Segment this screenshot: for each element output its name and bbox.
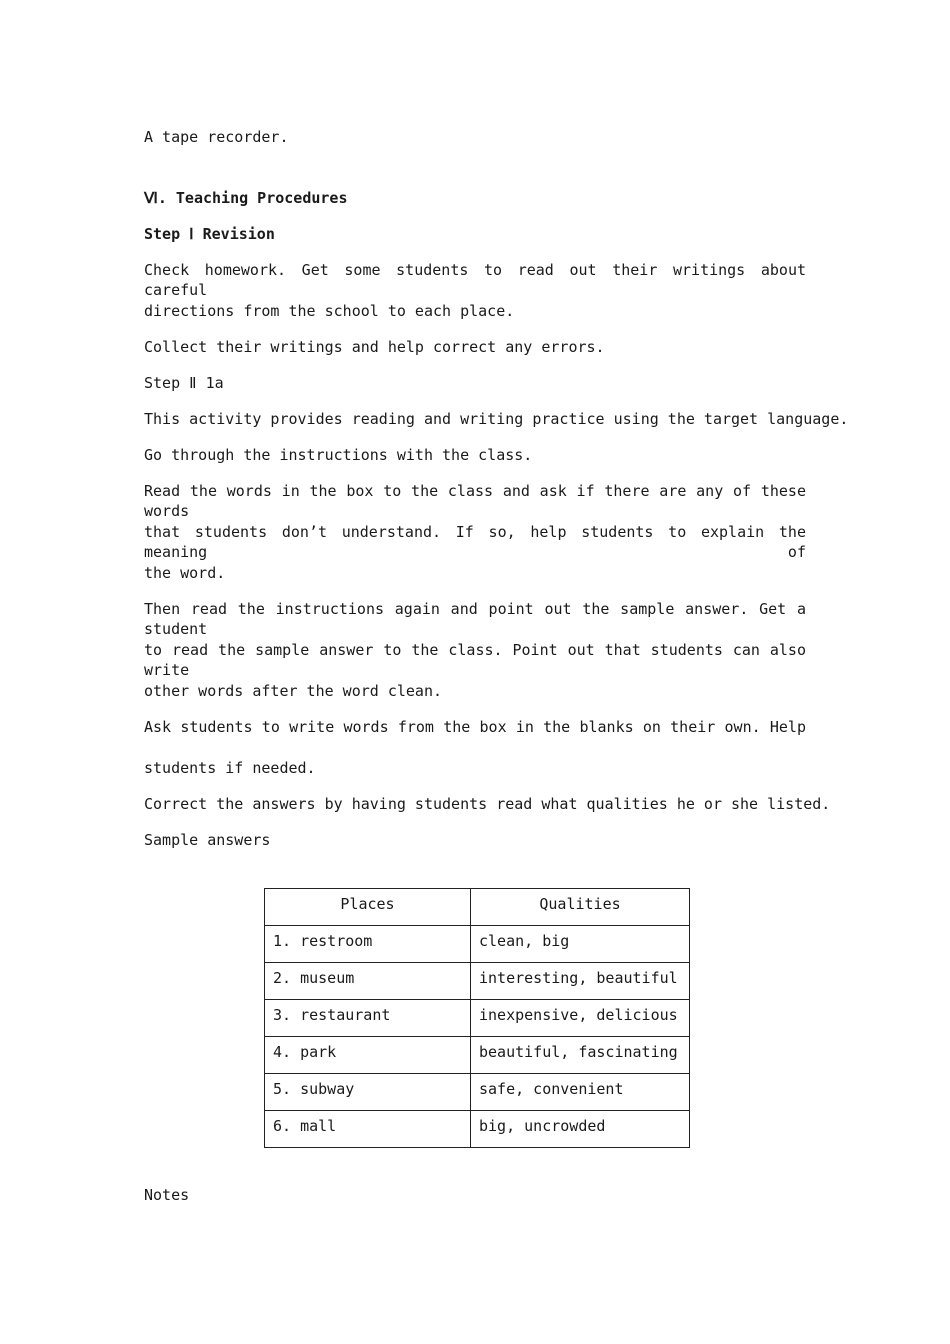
- step1-para1-line1: Check homework. Get some students to read out their writings about careful: [144, 261, 806, 299]
- notes-label: Notes: [144, 1186, 190, 1204]
- place-cell: 2. museum: [265, 963, 471, 1000]
- table-row: [265, 1074, 690, 1111]
- step2-p4-line1: Then read the instructions again and point out the sample answer. Get a student: [144, 600, 806, 638]
- place-cell: 4. park: [265, 1037, 471, 1074]
- table-row: [265, 1037, 690, 1074]
- table-row: [265, 963, 690, 1000]
- step1-para1-line2: directions from the school to each place.: [144, 302, 515, 320]
- qualities-header: Qualities: [471, 889, 690, 926]
- section-heading: Ⅵ. Teaching Procedures: [144, 189, 348, 207]
- place-cell: 6. mall: [265, 1111, 471, 1148]
- qualities-cell: beautiful, fascinating: [471, 1037, 690, 1074]
- step2-p3-line2: that students don’t understand. If so, help students to explain the meaning of: [144, 523, 806, 561]
- qualities-cell: interesting, beautiful: [471, 963, 690, 1000]
- qualities-cell: inexpensive, delicious: [471, 1000, 690, 1037]
- table-header-row: [265, 889, 690, 926]
- places-header: Places: [265, 889, 471, 926]
- step2-heading: Step Ⅱ 1a: [144, 374, 224, 392]
- materials-text: A tape recorder.: [144, 128, 289, 146]
- step2-p5-line1: Ask students to write words from the box in the blanks on their own. Help: [144, 718, 806, 736]
- step2-p1: This activity provides reading and writing practice using the target language.: [144, 410, 849, 428]
- step2-p4-line2: to read the sample answer to the class. Point out that students can also write: [144, 641, 806, 679]
- place-cell: 1. restroom: [265, 926, 471, 963]
- qualities-cell: big, uncrowded: [471, 1111, 690, 1148]
- step2-p6: Correct the answers by having students read what qualities he or she listed.: [144, 795, 831, 813]
- step1-para2: Collect their writings and help correct any errors.: [144, 338, 605, 356]
- step2-p4-line3: other words after the word clean.: [144, 682, 443, 700]
- table-row: [265, 1000, 690, 1037]
- table-row: [265, 1111, 690, 1148]
- sample-answers-label: Sample answers: [144, 831, 271, 849]
- step2-p5-line2: students if needed.: [144, 759, 316, 777]
- place-cell: 3. restaurant: [265, 1000, 471, 1037]
- step2-p3-line3: the word.: [144, 564, 226, 582]
- qualities-cell: safe, convenient: [471, 1074, 690, 1111]
- table-row: [265, 926, 690, 963]
- step2-p3-line1: Read the words in the box to the class and ask if there are any of these words: [144, 482, 806, 520]
- place-cell: 5. subway: [265, 1074, 471, 1111]
- sample-answers-table: [264, 888, 690, 1148]
- step1-heading: Step Ⅰ Revision: [144, 225, 275, 243]
- step2-p2: Go through the instructions with the class.: [144, 446, 533, 464]
- qualities-cell: clean, big: [471, 926, 690, 963]
